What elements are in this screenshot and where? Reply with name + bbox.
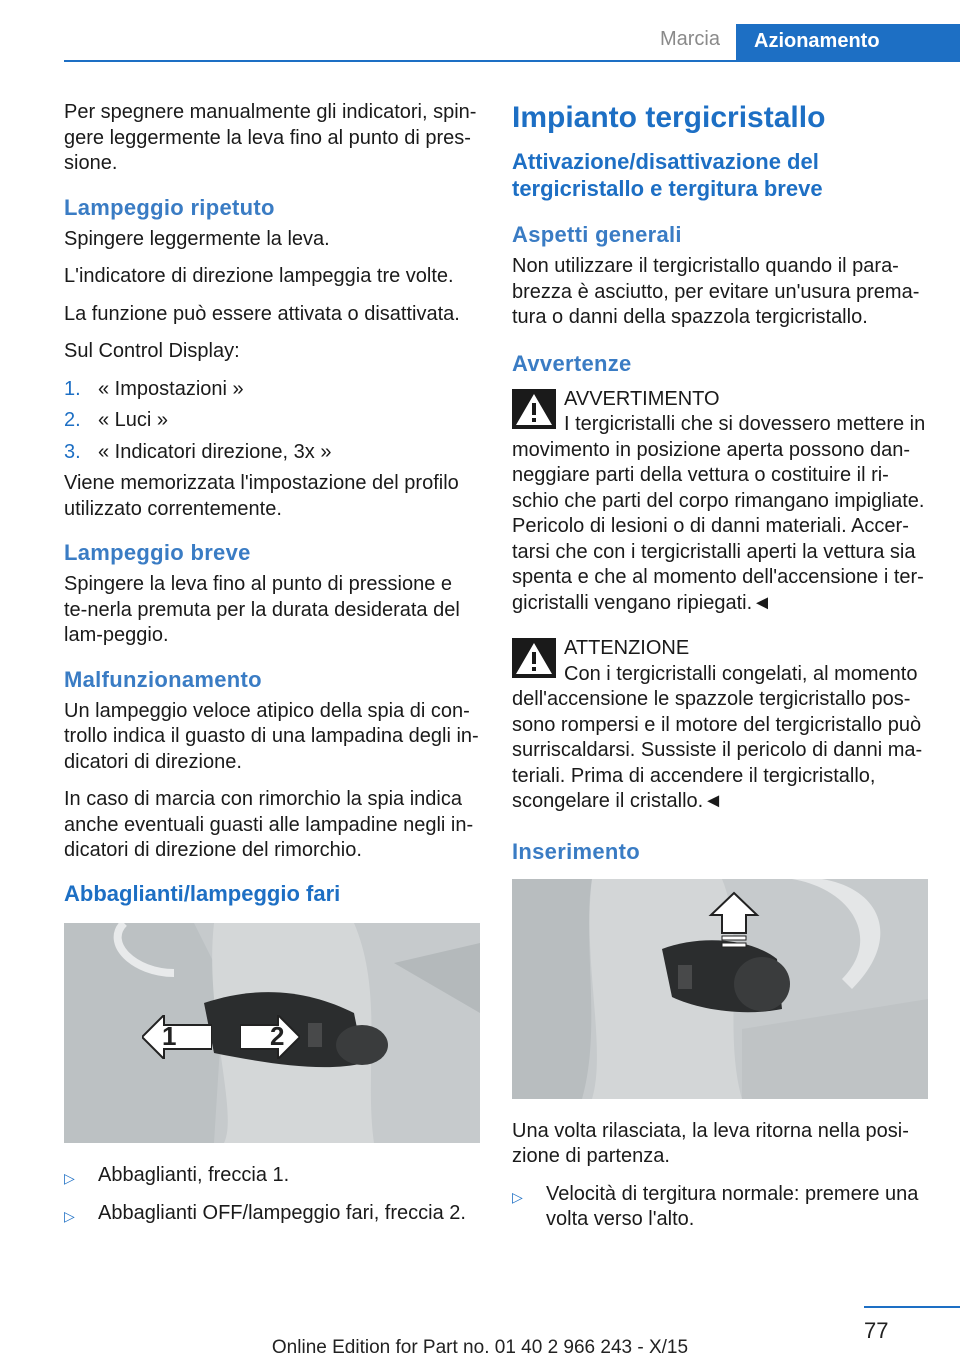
list-item bbox=[64, 1201, 480, 1230]
brief-flash-heading: Lampeggio breve bbox=[64, 540, 251, 565]
malfunction-paragraph-2: In caso di marcia con rimorchio la spia indica anche eventuali guasti alle lampadine negli in-dicatori di direzione del rimorchio. bbox=[64, 788, 474, 861]
figure-label-2: 2 bbox=[270, 1020, 285, 1051]
caution-triangle-icon bbox=[512, 638, 556, 678]
figure-label-1: 1 bbox=[162, 1020, 177, 1051]
general-paragraph: Non utilizzare il tergicristallo quando il para-brezza è asciutto, per evitare un'usura prema-tura o danni della spazzola tergicristallo. bbox=[512, 255, 920, 328]
high-beam-bullets bbox=[64, 1163, 480, 1230]
step-number: 1. bbox=[64, 377, 81, 400]
brief-paragraph: Spingere la leva fino al punto di pressione e te-nerla premuta per la durata desiderata del lam-peggio. bbox=[64, 573, 460, 646]
list-item bbox=[64, 408, 480, 434]
wiper-illustration bbox=[512, 879, 928, 1099]
step-number: 3. bbox=[64, 440, 81, 463]
high-beam-heading: Abbaglianti/lampeggio fari bbox=[64, 880, 341, 906]
header-chapter-tab: Azionamento bbox=[736, 24, 960, 61]
triangle-bullet-icon: ▷ bbox=[64, 1208, 75, 1224]
repeat-paragraph-4: Sul Control Display: bbox=[64, 340, 240, 362]
caution-text: dell'accensione le spazzole tergicristallo pos-sono rompersi e il motore del tergicristallo può surriscaldarsi. Sussiste il pericolo di danni ma-teriali. Prima di accendere il tergicristallo, scongelare il cristallo.◄ bbox=[512, 688, 923, 812]
section-subtitle: Attivazione/disattivazione del tergicristallo e tergitura breve bbox=[512, 149, 823, 201]
caution-first-line: Con i tergicristalli congelati, al momento bbox=[564, 662, 918, 685]
list-item bbox=[64, 440, 480, 466]
insertion-heading: Inserimento bbox=[512, 838, 640, 864]
caution-title: ATTENZIONE bbox=[564, 637, 690, 659]
bullet-text: Abbaglianti, freccia 1. bbox=[98, 1163, 290, 1186]
high-beam-lever-figure bbox=[64, 923, 480, 1143]
malfunction-paragraph-1: Un lampeggio veloce atipico della spia di con-trollo indica il guasto di una lampadina degli in-dicatori di direzione. bbox=[64, 699, 479, 773]
header-rule bbox=[64, 60, 960, 62]
left-arrow-icon bbox=[142, 1015, 212, 1059]
footer-edition-text: Online Edition for Part no. 01 40 2 966 243 - X/15 bbox=[271, 1337, 689, 1358]
arrow-1-left bbox=[142, 1015, 212, 1059]
caution-block bbox=[512, 636, 928, 815]
page-number: 77 bbox=[864, 1318, 889, 1343]
header-section-label: Marcia bbox=[659, 28, 720, 50]
list-item bbox=[64, 1163, 480, 1192]
repeat-paragraph-1: Spingere leggermente la leva. bbox=[64, 227, 330, 250]
settings-steps-list bbox=[64, 377, 480, 466]
step-text: « Indicatori direzione, 3x » bbox=[98, 440, 332, 463]
warning-block bbox=[512, 387, 928, 617]
bullet-text: Abbaglianti OFF/lampeggio fari, freccia 2. bbox=[98, 1202, 466, 1224]
malfunction-heading: Malfunzionamento bbox=[64, 666, 262, 692]
wiper-bullets bbox=[512, 1182, 928, 1233]
warning-first-line: I tergicristalli che si dovessero mettere in bbox=[564, 413, 926, 435]
repeat-paragraph-2: L'indicatore di direzione lampeggia tre volte. bbox=[64, 265, 454, 287]
repeat-paragraph-3: La funzione può essere attivata o disattivata. bbox=[64, 302, 460, 325]
warning-title: AVVERTIMENTO bbox=[564, 387, 720, 410]
list-item bbox=[512, 1182, 928, 1233]
triangle-bullet-icon: ▷ bbox=[64, 1169, 75, 1186]
warning-text: movimento in posizione aperta possono dan-neggiare parti della vettura o costituire il ri-schio che parti del corpo rimangano impigliate. Pericolo di lesioni o di danni materiali. Accer-tarsi che con i tergicristalli aperti la vettura sia spenta e che al momento dell'accensione i ter-gicristalli vengano ripiegati.◄ bbox=[512, 438, 925, 614]
bullet-text: Velocità di tergitura normale: premere una volta verso l'alto. bbox=[546, 1182, 919, 1230]
insertion-paragraph: Una volta rilasciata, la leva ritorna nella posi-zione di partenza. bbox=[512, 1119, 909, 1167]
step-text: « Luci » bbox=[98, 409, 169, 431]
notes-heading: Avvertenze bbox=[512, 350, 632, 376]
right-column bbox=[512, 100, 928, 1243]
repeat-paragraph-5: Viene memorizzata l'impostazione del profilo utilizzato correntemente. bbox=[64, 472, 459, 520]
intro-paragraph: Per spegnere manualmente gli indicatori, spin-gere leggermente la leva fino al punto di pres-sione. bbox=[64, 101, 477, 174]
general-heading: Aspetti generali bbox=[512, 222, 682, 247]
section-title: Impianto tergicristallo bbox=[512, 101, 826, 134]
page-number-rule bbox=[864, 1306, 960, 1308]
step-text: « Impostazioni » bbox=[98, 377, 244, 400]
triangle-bullet-icon: ▷ bbox=[512, 1188, 523, 1205]
repeat-flash-heading: Lampeggio ripetuto bbox=[64, 194, 275, 220]
list-item bbox=[64, 377, 480, 403]
wiper-lever-figure bbox=[512, 879, 928, 1099]
step-number: 2. bbox=[64, 409, 81, 431]
warning-triangle-icon bbox=[512, 389, 556, 429]
left-column bbox=[64, 100, 480, 1240]
